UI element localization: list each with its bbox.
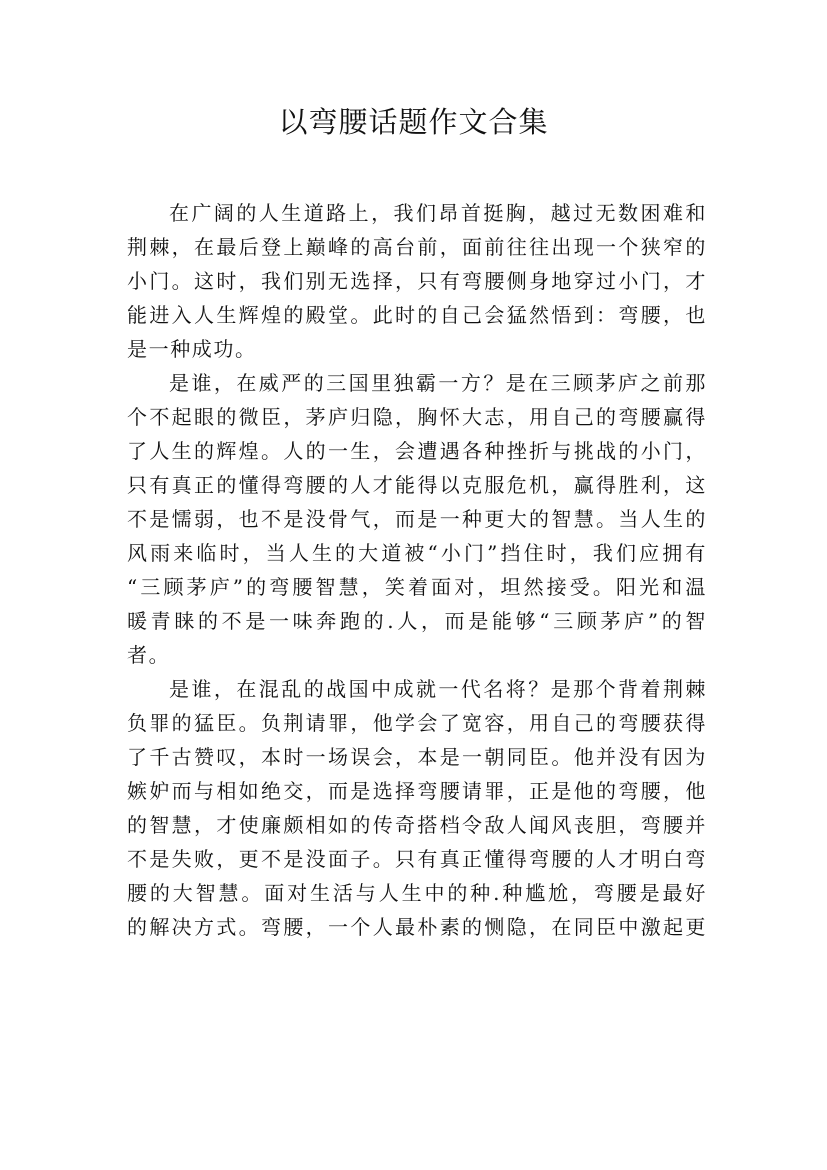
text-line: 负罪的猛臣。负荆请罪，他学会了宽容，用自己的弯腰获得 — [127, 711, 707, 735]
text-line: 腰的大智慧。面对生活与人生中的种.种尴尬，弯腰是最好 — [127, 881, 707, 905]
paragraph-1 — [127, 196, 707, 366]
text-line: 小门。这时，我们别无选择，只有弯腰侧身地穿过小门，才 — [127, 269, 707, 293]
text-line: 个不起眼的微臣，茅庐归隐，胸怀大志，用自己的弯腰赢得 — [127, 405, 707, 429]
text-line: 荆棘，在最后登上巅峰的高台前，面前往往出现一个狭窄的 — [127, 235, 707, 259]
text-line: 是谁，在混乱的战国中成就一代名将？是那个背着荆棘 — [169, 677, 707, 701]
text-line: 者。 — [127, 643, 171, 667]
document-title: 以弯腰话题作文合集 — [278, 105, 549, 139]
text-line: 不是懦弱，也不是没骨气，而是一种更大的智慧。当人生的 — [127, 507, 707, 531]
text-line: 在广阔的人生道路上，我们昂首挺胸，越过无数困难和 — [169, 201, 707, 225]
text-line: 了千古赞叹，本时一场误会，本是一朝同臣。他并没有因为 — [127, 745, 707, 769]
paragraph-2 — [127, 366, 707, 672]
text-line: 是一种成功。 — [127, 337, 257, 361]
text-line: 风雨来临时，当人生的大道被“小门”挡住时，我们应拥有 — [127, 541, 707, 565]
text-line: 的智慧，才使廉颇相如的传奇搭档令敌人闻风丧胆，弯腰并 — [127, 813, 707, 837]
text-line: “三顾茅庐”的弯腰智慧，笑着面对，坦然接受。阳光和温 — [127, 575, 707, 599]
text-line: 是谁，在威严的三国里独霸一方？是在三顾茅庐之前那 — [169, 371, 707, 395]
text-line: 只有真正的懂得弯腰的人才能得以克服危机，赢得胜利，这 — [127, 473, 707, 497]
paragraph-3 — [127, 672, 707, 944]
document-body — [127, 196, 707, 944]
text-line: 能进入人生辉煌的殿堂。此时的自己会猛然悟到：弯腰，也 — [127, 303, 707, 327]
text-line: 了人生的辉煌。人的一生，会遭遇各种挫折与挑战的小门， — [127, 439, 707, 463]
text-line: 不是失败，更不是没面子。只有真正懂得弯腰的人才明白弯 — [127, 847, 707, 871]
text-line: 的解决方式。弯腰，一个人最朴素的恻隐，在同臣中激起更 — [127, 915, 707, 939]
text-line: 嫉妒而与相如绝交，而是选择弯腰请罪，正是他的弯腰，他 — [127, 779, 707, 803]
text-line: 暖青睐的不是一味奔跑的.人，而是能够“三顾茅庐”的智 — [127, 609, 707, 633]
